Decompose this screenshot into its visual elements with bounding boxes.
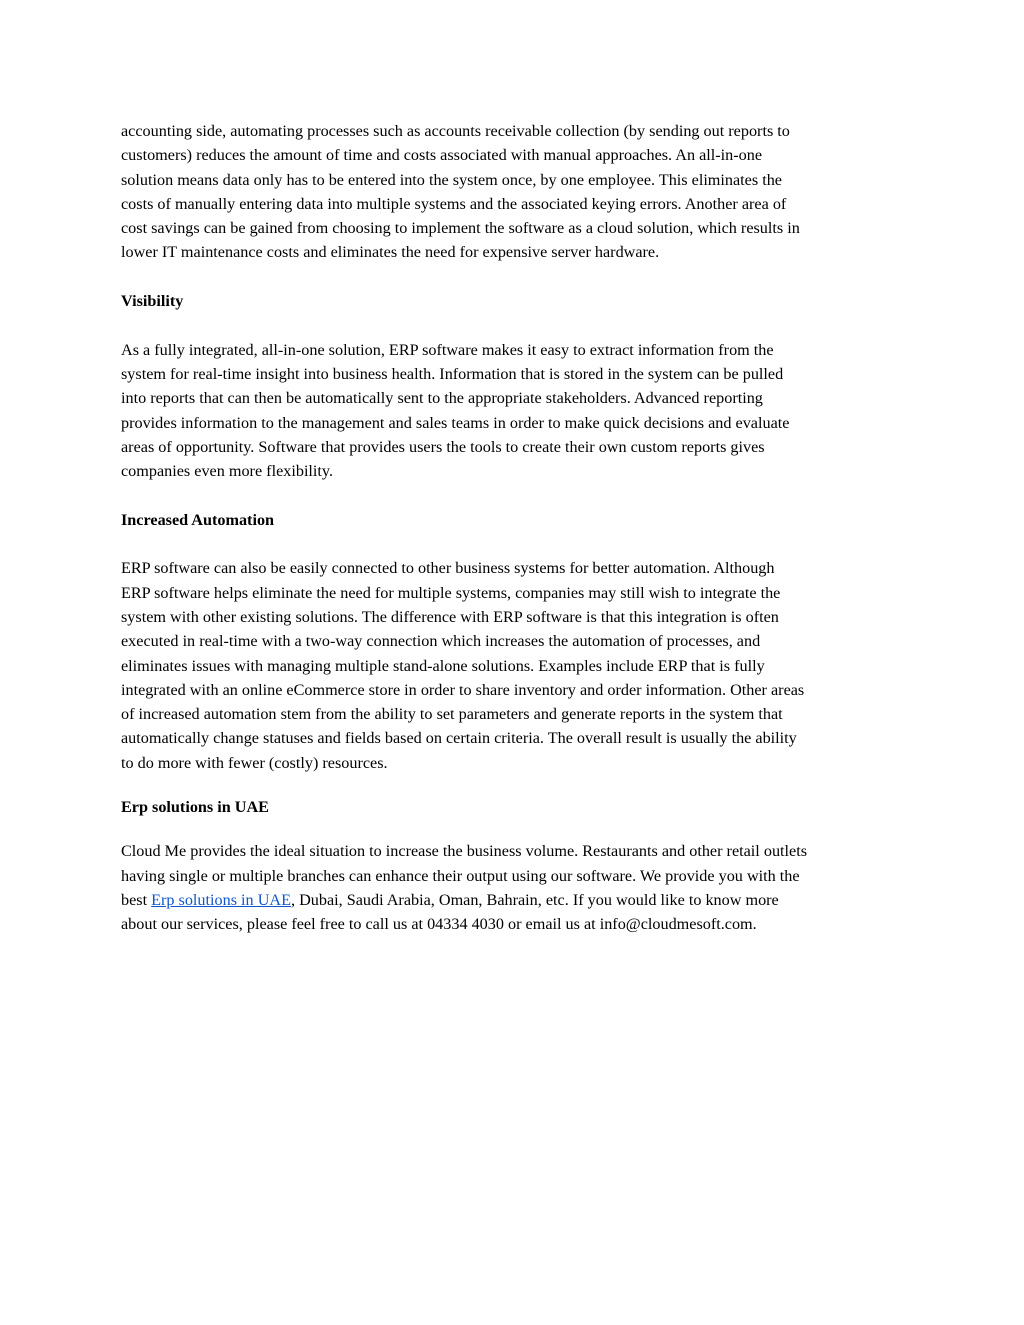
heading-visibility: Visibility	[121, 292, 184, 311]
spacer	[121, 483, 905, 507]
heading-increased-automation: Increased Automation	[121, 510, 275, 529]
erp-uae-text-after-link: , Dubai, Saudi Arabia, Oman, Bahrain, etc. If you would like to know more about our services, please feel free to call us at 04334 4030 or email us at info@cloudmesoft.com.	[121, 890, 779, 934]
heading-erp-solutions-uae: Erp solutions in UAE	[121, 798, 269, 817]
erp-uae-text-before-link: Cloud Me provides the ideal situation to increase the business volume. Restaurants and other retail outlets having single or multiple branches can enhance their output using our software. We provide you with the best	[121, 842, 808, 909]
spacer	[121, 775, 905, 795]
visibility-paragraph: As a fully integrated, all-in-one solution, ERP software makes it easy to extract information from the system for real-time insight into business health. Information that is stored in the system can be pulled into reports that can then be automatically sent to the appropriate stakeholders. Advanced reporting provides information to the management and sales teams in order to make quick decisions and evaluate areas of opportunity. Software that provides users the tools to create their own custom reports gives companies even more flexibility.	[121, 340, 790, 481]
document-page	[121, 119, 905, 937]
spacer	[121, 265, 905, 289]
intro-paragraph: accounting side, automating processes such as accounts receivable collection (by sending out reports to customers) reduces the amount of time and costs associated with manual approaches. An all-in-one solution means data only has to be entered into the system once, by one employee. This eliminates the costs of manually entering data into multiple systems and the associated keying errors. Another area of cost savings can be gained from choosing to implement the software as a cloud solution, which results in lower IT maintenance costs and eliminates the need for expensive server hardware.	[121, 122, 800, 262]
erp-uae-paragraph	[121, 839, 905, 936]
erp-solutions-uae-link[interactable]: Erp solutions in UAE	[151, 890, 291, 909]
spacer	[121, 532, 905, 556]
spacer	[121, 819, 905, 839]
spacer	[121, 313, 905, 337]
automation-paragraph: ERP software can also be easily connected to other business systems for better automation. Although ERP software helps eliminate the need for multiple systems, companies may still wish to integrate the system with other existing solutions. The difference with ERP software is that this integration is often executed in real-time with a two-way connection which increases the automation of processes, and eliminates issues with managing multiple stand-alone solutions. Examples include ERP that is fully integrated with an online eCommerce store in order to share inventory and order information. Other areas of increased automation stem from the ability to set parameters and generate reports in the system that automatically change statuses and fields based on certain criteria. The overall result is usually the ability to do more with fewer (costly) resources.	[121, 559, 805, 772]
